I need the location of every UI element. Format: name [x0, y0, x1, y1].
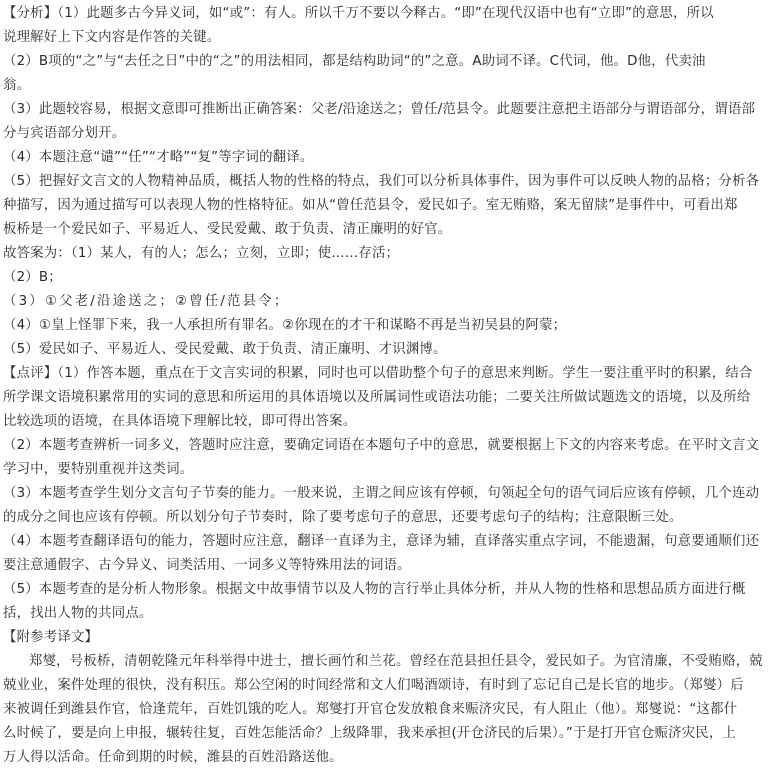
translation-line-4: 么时候了，要是向上申报，辗转往复，百姓怎能活命？上级降罪，我来承担(开仓济民的后果）。”于是打开官仓赈济灾民，上: [3, 726, 737, 741]
answer-line-3: （3）①父老/沿途送之；②曾任/范县令；: [3, 294, 290, 309]
analysis-line-3: （2）B项的“之”与“去任之日”中的“之”的用法相同，都是结构助词“的”之意。A助词不译。C代词，他。D他，代卖油: [3, 54, 706, 69]
answer-line-2: （2）B；: [3, 270, 62, 285]
comment-line-4: （2）本题考查辨析一词多义，答题时应注意，要确定词语在本题句子中的意思，就要根据上下文的内容来考虑。在平时文言文: [3, 438, 760, 453]
comment-line-9: 要注意通假字、古今异义、词类活用、一词多义等特殊用法的词语。: [3, 558, 411, 573]
analysis-line-10: 板桥是一个爱民如子、平易近人、受民爱戴、敢于负责、清正廉明的好官。: [3, 222, 452, 237]
comment-line-2: 所学课文语境积累常用的实词的意思和所运用的具体语境以及所属词性或语法功能；二要关注所做试题选文的语境，以及所给: [3, 390, 751, 405]
analysis-line-1: 【分析】（1）此题多古今异义词，如“或”：有人。所以千万不要以今释古。“即”在现代汉语中也有“立即”的意思，所以: [3, 6, 714, 21]
answer-line-4: （4）①皇上怪罪下来，我一人承担所有罪名。②你现在的才干和谋略不再是当初吴县的阿蒙；: [3, 318, 567, 333]
analysis-line-2: 说理解好上下文内容是作答的关键。: [3, 30, 221, 45]
comment-line-3: 比较选项的语境，在具体语境下理解比较，即可得出答案。: [3, 414, 357, 429]
analysis-line-6: 分与宾语部分划开。: [3, 126, 126, 141]
comment-line-1: 【点评】（1）作答本题，重点在于文言实词的积累，同时也可以借助整个句子的意思来判断。学生一要注重平时的积累，结合: [3, 366, 753, 381]
comment-line-11: 括，找出人物的共同点。: [3, 606, 153, 621]
translation-line-1: 郑燮，号板桥，清朝乾隆元年科举得中进士，擅长画竹和兰花。曾经在范县担任县令，爱民如子。为官清廉，不受贿赂，兢: [29, 654, 763, 669]
analysis-line-9: 种描写，因为通过描写可以表现人物的性格特征。如从“曾任范县令，爱民如子。室无贿赂，案无留牍”是事件中，可看出郑: [3, 198, 738, 213]
answer-line-1: 故答案为：（1）某人，有的人；怎么；立刻，立即；使……存活；: [3, 246, 400, 261]
translation-line-3: 来被调任到潍县作官，恰逢荒年，百姓饥饿的吃人。郑燮打开官仓发放粮食来赈济灾民，有人阻止（他）。郑燮说：“这都什: [3, 702, 738, 717]
analysis-line-7: （4）本题注意“谴”“任”“才略”“复”等字词的翻译。: [3, 150, 314, 165]
comment-line-5: 学习中，要特别重视并这类词。: [3, 462, 194, 477]
comment-line-6: （3）本题考查学生划分文言句子节奏的能力。一般来说，主谓之间应该有停顿，句领起全句的语气词后应该有停顿，几个连动: [3, 486, 760, 501]
translation-line-2: 兢业业，案件处理的很快，没有积压。郑公空闲的时间经常和文人们喝酒颂诗，有时到了忘记自己是长官的地步。（郑燮）后: [3, 678, 744, 693]
analysis-line-8: （5）把握好文言文的人物精神品质，概括人物的性格的特点，我们可以分析具体事件，因为事件可以反映人物的品格；分析各: [3, 174, 760, 189]
analysis-line-4: 翁。: [3, 78, 31, 93]
answer-line-5: （5）爱民如子、平易近人、受民爱戴、敢于负责、清正廉明、才识渊博。: [3, 342, 447, 357]
comment-line-10: （5）本题考查的是分析人物形象。根据文中故事情节以及人物的言行举止具体分析，并从人物的性格和思想品质方面进行概: [3, 582, 746, 597]
analysis-line-5: （3）此题较容易，根据文意即可推断出正确答案：父老/沿途送之；曾任/范县令。此题要注意把主语部分与谓语部分，谓语部: [3, 102, 756, 117]
comment-line-8: （4）本题考查翻译语句的能力，答题时应注意，翻译一直译为主，意译为辅，直译落实重点字词，不能遗漏，句意要通顺们还: [3, 534, 760, 549]
translation-heading: 【附参考译文】: [3, 630, 99, 645]
comment-line-7: 的成分之间也应该有停顿。所以划分句子节奏时，除了要考虑句子的意思，还要考虑句子的结构；注意限断三处。: [3, 510, 683, 525]
translation-line-5: 万人得以活命。任命到期的时候，潍县的百姓沿路送他。: [3, 750, 343, 765]
